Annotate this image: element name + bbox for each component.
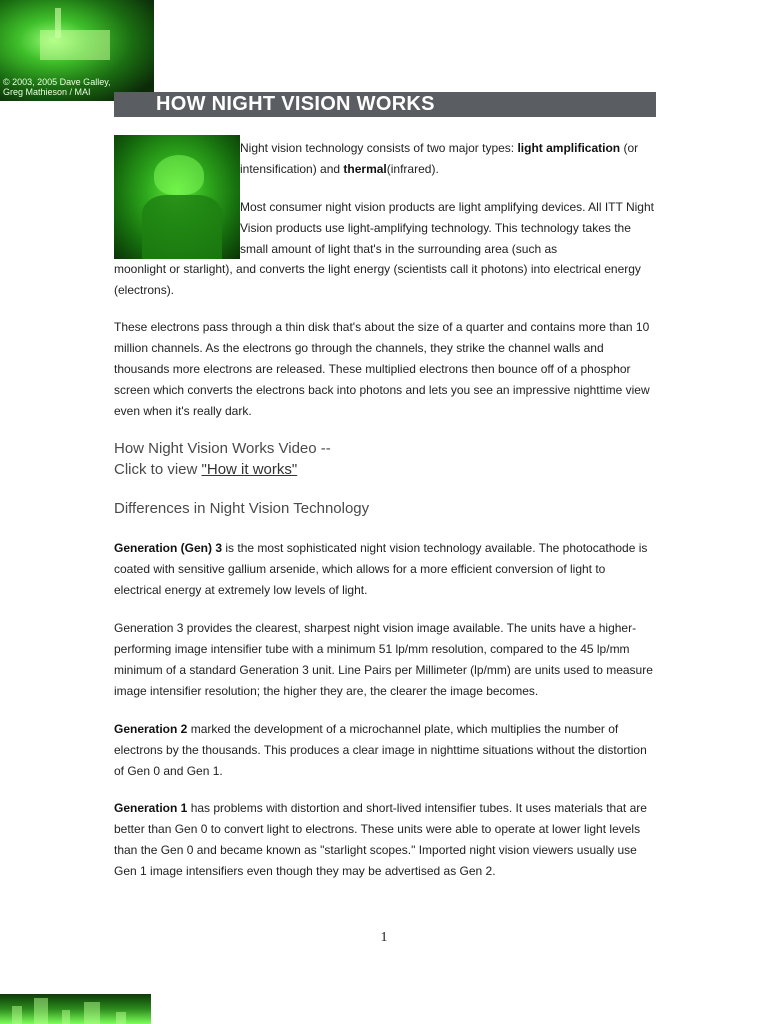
video-heading-line2: [114, 459, 331, 480]
photo-credit-line1: © 2003, 2005 Dave Galley,: [3, 77, 111, 87]
photo-building-5: [116, 1012, 126, 1024]
soldier-night-vision-photo: [114, 135, 240, 259]
photo-credit: [3, 77, 111, 97]
gen2-paragraph: [114, 719, 656, 782]
video-heading: [114, 438, 331, 480]
photo-credit-line2: Greg Mathieson / MAI: [3, 87, 91, 97]
night-vision-ship-photo: [0, 0, 154, 101]
photo-helmet-shape: [154, 155, 204, 195]
gen2-label: Generation 2: [114, 722, 188, 736]
gen3-details-paragraph: Generation 3 provides the clearest, sharpest night vision image available. The units have a higher-performing image intensifier tube with a minimum 51 lp/mm resolution, compared to the 45 lp/mm minimum of a standard Generation 3 unit. Line Pairs per Millimeter (lp/mm) are units used to measure image intensifier resolution; the higher they are, the clearer the image becomes.: [114, 621, 653, 698]
differences-heading: Differences in Night Vision Technology: [114, 500, 370, 517]
electrons-paragraph: These electrons pass through a thin disk that's about the size of a quarter and contains more than 10 million channels. As the electrons go through the channels, they strike the channel walls and thousands more electrons are released. These multiplied electrons then bounce off of a phosphor screen which converts the electrons back into photons and lets you see an impressive nighttime view even when it's really dark.: [114, 320, 650, 418]
video-prefix: Click to view: [114, 461, 202, 478]
intro-text-c: (or intensification) and: [240, 141, 639, 176]
intro-text-a: Night vision technology consists of two major types:: [240, 141, 518, 155]
gen1-text: has problems with distortion and short-lived intensifier tubes. It uses materials that are better than Gen 0 to convert light to electrons. These units were able to operate at lower light levels than the Gen 0 and became known as "starlight scopes." Imported night vision viewers usually use Gen 1 image intensifiers even though they may be advertised as Gen 2.: [114, 801, 647, 878]
gen3-paragraph: [114, 538, 656, 601]
gen1-label: Generation 1: [114, 801, 188, 815]
night-vision-city-photo: [0, 994, 151, 1024]
photo-ship-shape: [40, 30, 110, 60]
gen3-text: is the most sophisticated night vision technology available. The photocathode is coated with sensitive gallium arsenide, which allows for a more efficient conversion of light to electrical energy at extremely low levels of light.: [114, 541, 648, 597]
gen3-label: Generation (Gen) 3: [114, 541, 223, 555]
gen2-text: marked the development of a microchannel plate, which multiplies the number of electrons by the thousands. This produces a clear image in nighttime situations without the distortion of Gen 0 and Gen 1.: [114, 722, 647, 778]
photo-building-1: [12, 1006, 22, 1024]
photo-body-shape: [142, 195, 222, 259]
photo-building-3: [62, 1010, 70, 1024]
video-heading-line1: How Night Vision Works Video --: [114, 440, 331, 457]
page-number: 1: [380, 930, 388, 945]
consumer-paragraph-continued: moonlight or starlight), and converts the light energy (scientists call it photons) into electrical energy (electrons).: [114, 262, 641, 297]
intro-paragraph: [240, 138, 655, 180]
gen1-paragraph: [114, 798, 656, 882]
photo-building-2: [34, 998, 48, 1024]
consumer-paragraph-wrapped: Most consumer night vision products are light amplifying devices. All ITT Night Vision products use light-amplifying technology. This technology takes the small amount of light that's in the surrounding area (such as: [240, 200, 654, 256]
page-title: HOW NIGHT VISION WORKS: [156, 93, 435, 115]
photo-building-4: [84, 1002, 100, 1024]
intro-light-amplification: light amplification: [517, 141, 621, 155]
how-it-works-link[interactable]: "How it works": [201, 461, 298, 478]
intro-text-e: (infrared).: [386, 162, 439, 176]
intro-thermal: thermal: [343, 162, 387, 176]
